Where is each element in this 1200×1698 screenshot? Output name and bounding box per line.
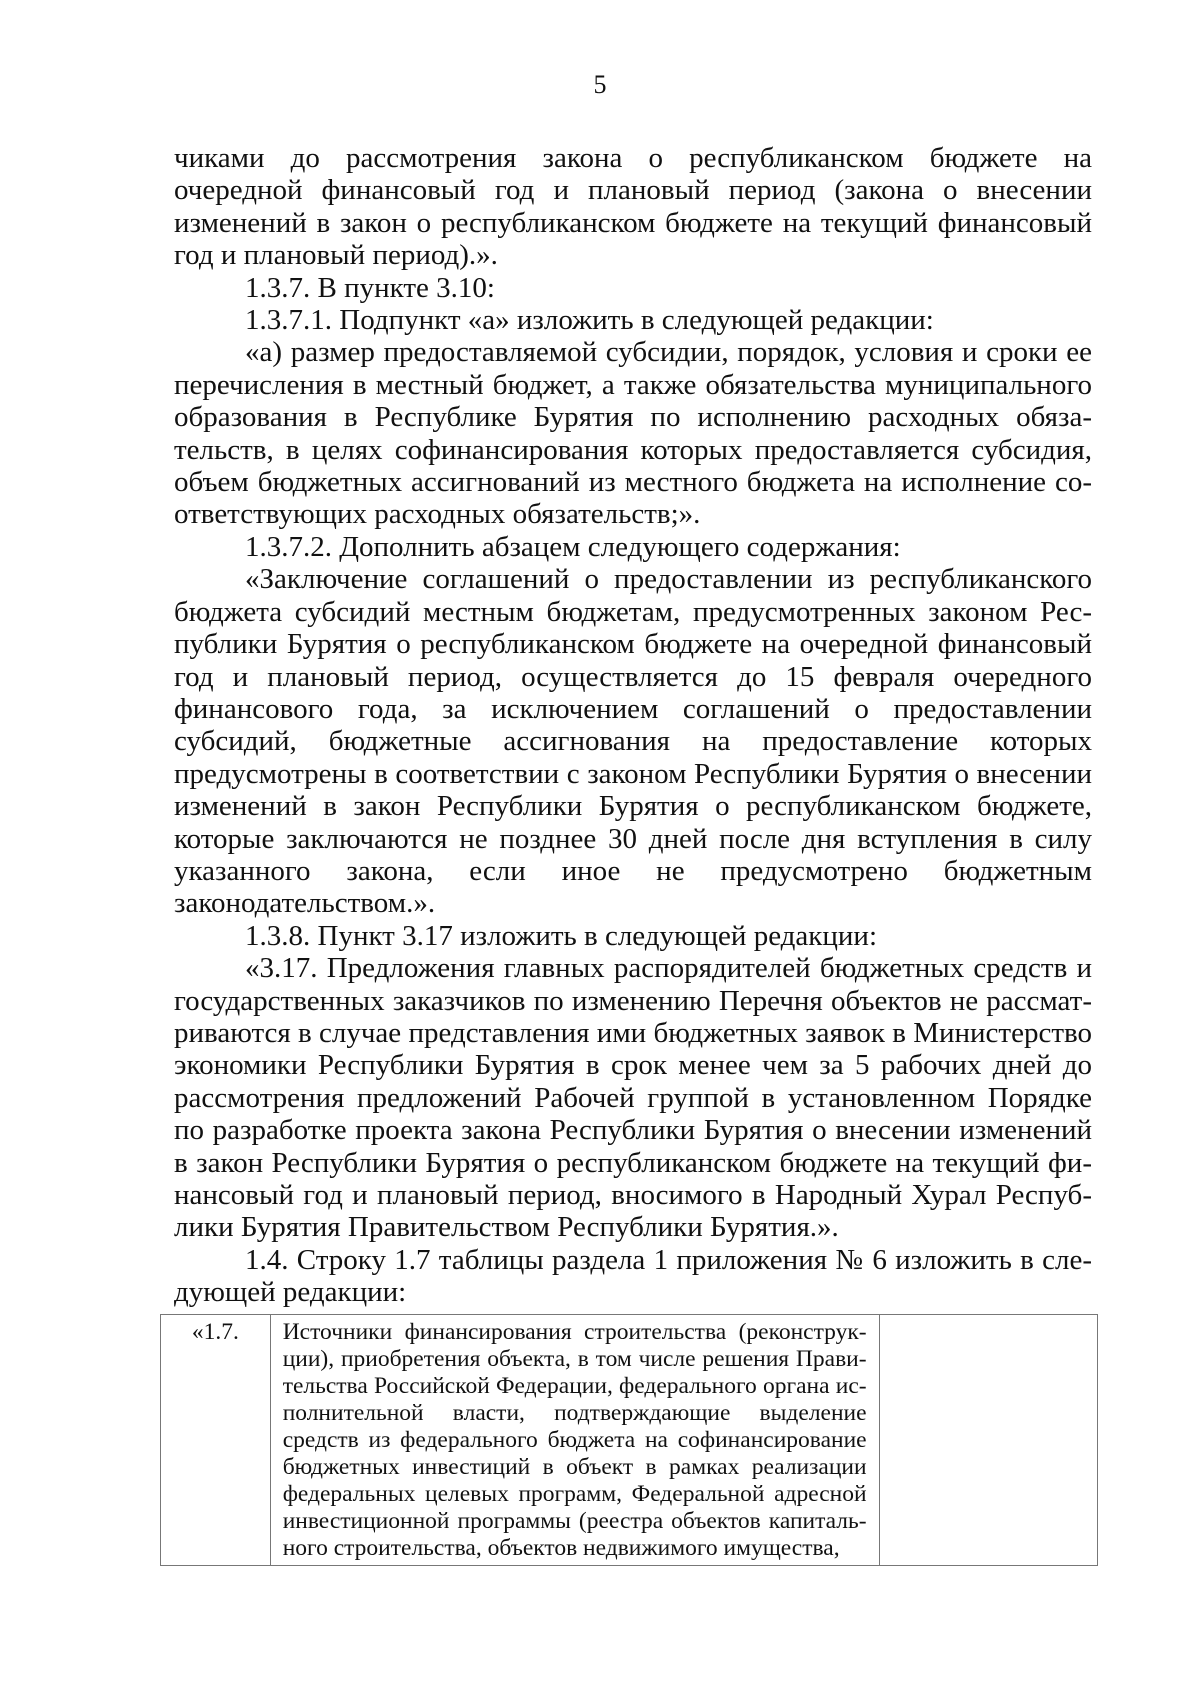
paragraph-item-1-4: 1.4. Строку 1.7 таблицы раздела 1 приложения № 6 изложить в следующей редакции: xyxy=(174,1243,1092,1309)
paragraph-item-1-3-7: 1.3.7. В пункте 3.10: xyxy=(245,271,495,304)
paragraph-quote-subparagraph-a: «а) размер предоставляемой субсидии, порядок, условия и сроки ее перечисления в местный бюджет, а также обязательства муниципального образования в Республике Бурятия по исполнению расходных обязательств, в целях софинансирования которых предоставляется субсидия, объем бюджетных ассигнований из местного бюджета на исполнение соответствующих расходных обязательств;». xyxy=(174,336,1092,531)
paragraph-item-1-3-7-1: 1.3.7.1. Подпункт «а» изложить в следующей редакции: xyxy=(245,304,934,337)
paragraph-quote-3-17: «3.17. Предложения главных распорядителей бюджетных средств и государственных заказчиков по изменению Перечня объектов не рассматриваются в случае представления ими бюджетных заявок в Министерство экономики Республики Бурятия в срок менее чем за 5 рабочих дней до рассмотрения предложений Рабочей группой в установленном Порядке по разработке проекта закона Республики Бурятия о внесении изменений в закон Республики Бурятия о республиканском бюджете на текущий финансовый год и плановый период, вносимого в Народный Хурал Республики Бурятия Правительством Республики Бурятия.». xyxy=(174,952,1092,1244)
appendix-table xyxy=(160,1314,1098,1566)
page-number: 5 xyxy=(593,70,607,99)
paragraph-item-1-3-7-2: 1.3.7.2. Дополнить абзацем следующего содержания: xyxy=(245,530,901,563)
document-body xyxy=(174,142,1092,1309)
paragraph-item-1-3-8: 1.3.8. Пункт 3.17 изложить в следующей редакции: xyxy=(245,919,878,952)
table-cell-description xyxy=(270,1315,879,1566)
table-cell-value xyxy=(879,1315,1097,1566)
table-cell-description-text: Источники финансирования строительства (реконструкции), приобретения объекта, в том числе решения Правительства Российской Федерации, федерального органа исполнительной власти, подтверждающие выделение средств из федерального бюджета на софинансирование бюджетных инвестиций в объект в рамках реализации федеральных целевых программ, Федеральной адресной инвестиционной программы (реестра объектов капитального строительства, объектов недвижимого имущества, xyxy=(282,1319,867,1561)
paragraph-continuation: чиками до рассмотрения закона о республиканском бюджете на очередной финансовый год и плановый период (закона о внесении изменений в закон о республиканском бюджете на текущий финансовый год и плановый период).». xyxy=(174,142,1092,272)
table-cell-number: «1.7. xyxy=(161,1315,271,1566)
table-row xyxy=(161,1315,1098,1566)
paragraph-quote-agreements: «Заключение соглашений о предоставлении из республиканского бюджета субсидий местным бюджетам, предусмотренных законом Республики Бурятия о республиканском бюджете на очередной финансовый год и плановый период, осуществляется до 15 февраля очередного финансового года, за исключением соглашений о предоставлении субсидий, бюджетные ассигнования на предоставление которых предусмотрены в соответствии с законом Республики Бурятия о внесении изменений в закон Республики Бурятия о республиканском бюджете, которые заключаются не позднее 30 дней после дня вступления в силу указанного закона, если иное не предусмотрено бюджетным законодательством.». xyxy=(174,563,1092,920)
